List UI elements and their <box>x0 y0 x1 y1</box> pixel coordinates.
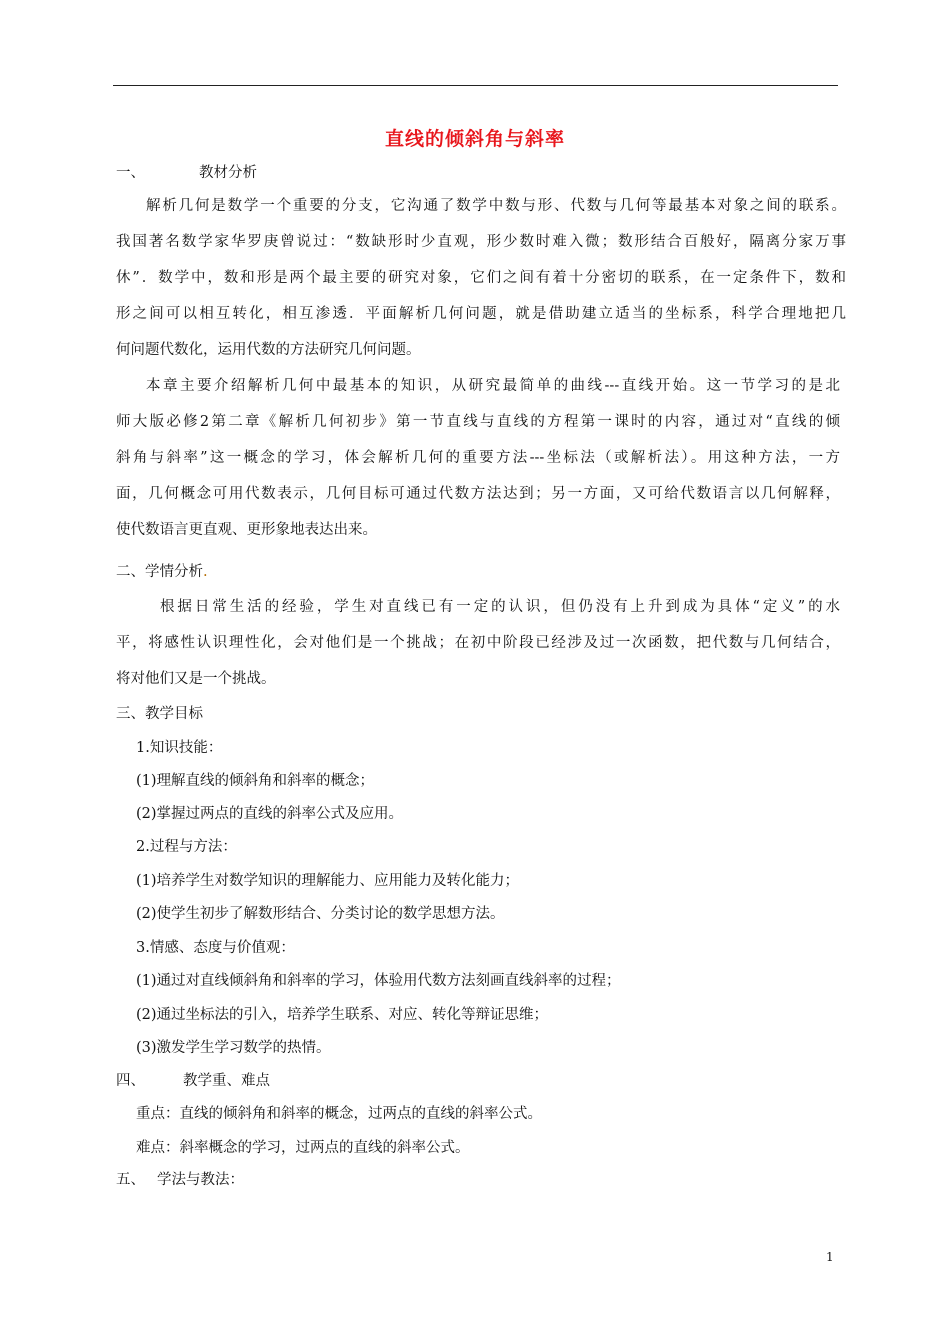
section-label: 学法与教法： <box>157 1172 244 1188</box>
paragraph-line: 根据日常生活的经验，学生对直线已有一定的认识，但仍没有上升到成为具体“定义”的水 <box>160 599 840 615</box>
section-number: 四、 <box>116 1073 145 1089</box>
goal-item: (3)激发学生学习数学的热情。 <box>136 1040 331 1056</box>
goal-item: (1)通过对直线倾斜角和斜率的学习，体验用代数方法刻画直线斜率的过程； <box>136 973 621 989</box>
section-heading-3: 三、教学目标 <box>116 706 203 722</box>
keypoint-item: 重点：直线的倾斜角和斜率的概念，过两点的直线的斜率公式。 <box>136 1106 542 1122</box>
goal-item: 2.过程与方法： <box>136 839 237 855</box>
goal-item: (1)理解直线的倾斜角和斜率的概念； <box>136 773 375 789</box>
paragraph-line: 师大版必修2第二章《解析几何初步》第一节直线与直线的方程第一课时的内容，通过对“直线的倾 <box>116 414 840 430</box>
section-number: 五、 <box>116 1172 145 1188</box>
goal-item: (2)通过坐标法的引入，培养学生联系、对应、转化等辩证思维； <box>136 1007 549 1023</box>
paragraph-line: 形之间可以相互转化，相互渗透．平面解析几何问题，就是借助建立适当的坐标系，科学合理地把几 <box>116 306 846 322</box>
goal-item: 3.情感、态度与价值观： <box>136 940 295 956</box>
paragraph-line: 本章主要介绍解析几何中最基本的知识，从研究最简单的曲线---直线开始。这一节学习的是北 <box>146 378 840 394</box>
paragraph-line: 将对他们又是一个挑战。 <box>116 671 276 687</box>
document-title: 直线的倾斜角与斜率 <box>384 128 565 150</box>
section-label: 二、学情分析 <box>116 564 203 580</box>
bullet-dot-icon: . <box>203 564 208 580</box>
paragraph-line: 面，几何概念可用代数表示，几何目标可通过代数方法达到；另一方面，又可给代数语言以几何解释， <box>116 486 840 502</box>
section-heading-5 <box>116 1170 846 1190</box>
header-rule <box>113 85 838 86</box>
keypoint-item: 难点：斜率概念的学习，过两点的直线的斜率公式。 <box>136 1140 470 1156</box>
paragraph-line: 解析几何是数学一个重要的分支，它沟通了数学中数与形、代数与几何等最基本对象之间的联系。 <box>146 198 846 214</box>
paragraph-line: 我国著名数学家华罗庚曾说过：“数缺形时少直观，形少数时难入微；数形结合百般好，隔离分家万事 <box>116 234 846 250</box>
paragraph-line: 平，将感性认识理性化，会对他们是一个挑战；在初中阶段已经涉及过一次函数，把代数与几何结合， <box>116 635 840 651</box>
paragraph-line: 何问题代数化，运用代数的方法研究几何问题。 <box>116 342 421 358</box>
section-number: 一、 <box>116 165 145 181</box>
goal-item: (1)培养学生对数学知识的理解能力、应用能力及转化能力； <box>136 873 520 889</box>
goal-item: 1.知识技能： <box>136 740 223 756</box>
paragraph-line: 休”．数学中，数和形是两个最主要的研究对象，它们之间有着十分密切的联系，在一定条件下，数和 <box>116 270 846 286</box>
paragraph-line: 使代数语言更直观、更形象地表达出来。 <box>116 522 377 538</box>
section-label: 教学重、难点 <box>183 1073 270 1089</box>
section-heading-4 <box>116 1071 846 1091</box>
paragraph-line: 斜角与斜率”这一概念的学习，体会解析几何的重要方法---坐标法（或解析法）。用这种方法，一方 <box>116 450 840 466</box>
section-heading-1 <box>116 163 846 183</box>
goal-item: (2)掌握过两点的直线的斜率公式及应用。 <box>136 806 404 822</box>
section-heading-2 <box>116 562 846 582</box>
goal-item: (2)使学生初步了解数形结合、分类讨论的数学思想方法。 <box>136 906 505 922</box>
section-label: 教材分析 <box>199 165 257 181</box>
page-number: 1 <box>826 1250 834 1264</box>
